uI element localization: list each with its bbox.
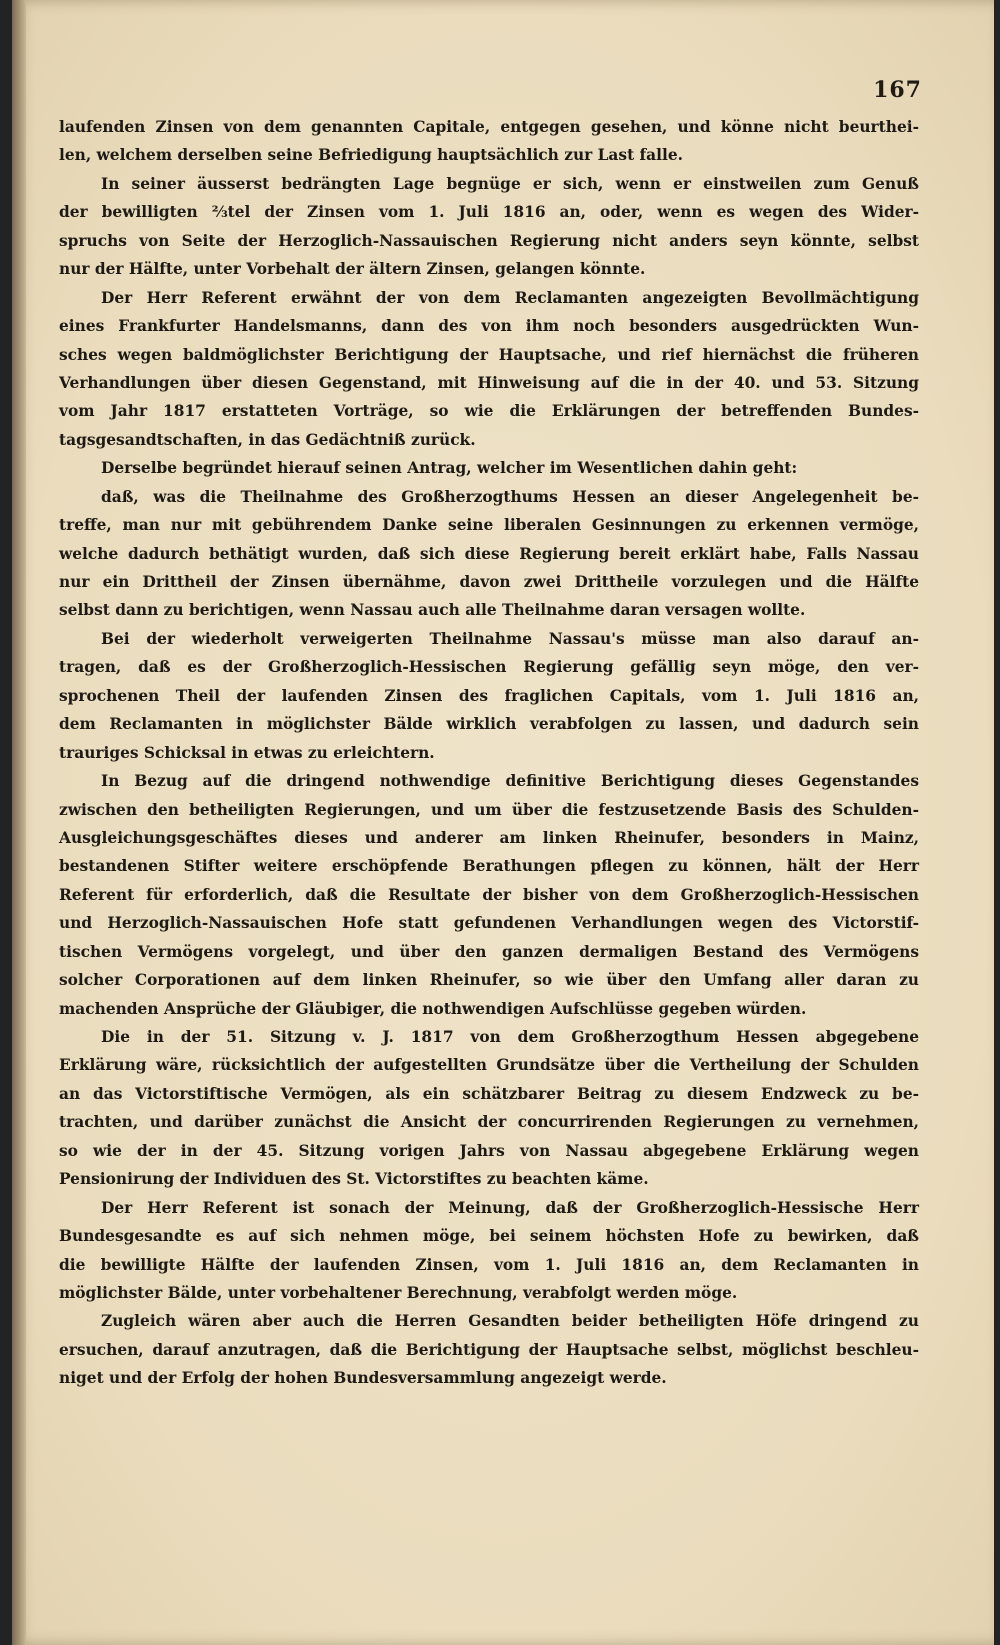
- text-line: und Herzoglich-Nassauischen Hofe statt gefundenen Verhandlungen wegen des Victorstif-: [59, 914, 919, 933]
- page-gutter: [12, 0, 26, 1645]
- text-line: eines Frankfurter Handelsmanns, dann des von ihm noch besonders ausgedrückten Wun-: [59, 317, 919, 336]
- text-line: trachten, und darüber zunächst die Ansicht der concurrirenden Regierungen zu vernehmen,: [59, 1113, 919, 1132]
- book-page: [12, 0, 994, 1645]
- text-line: Derselbe begründet hierauf seinen Antrag, welcher im Wesentlichen dahin geht:: [101, 459, 798, 478]
- text-line: laufenden Zinsen von dem genannten Capitale, entgegen gesehen, und könne nicht beurthei-: [59, 118, 919, 136]
- text-line: Erklärung wäre, rücksichtlich der aufgestellten Grundsätze über die Vertheilung der Schulden: [59, 1056, 919, 1075]
- text-line: tragen, daß es der Großherzoglich-Hessischen Regierung gefällig seyn möge, den ver-: [59, 658, 919, 677]
- text-line: Referent für erforderlich, daß die Resultate der bisher von dem Großherzoglich-Hessischen: [59, 885, 919, 904]
- text-line: Pensionirung der Individuen des St. Victorstiftes zu beachten käme.: [59, 1170, 649, 1189]
- text-line: Die in der 51. Sitzung v. J. 1817 von dem Großherzogthum Hessen abgegebene: [101, 1028, 919, 1046]
- text-line: selbst dann zu berichtigen, wenn Nassau auch alle Theilnahme daran versagen wollte.: [59, 601, 806, 620]
- text-line: machenden Ansprüche der Gläubiger, die nothwendigen Aufschlüsse gegeben würden.: [59, 999, 807, 1018]
- text-line: Verhandlungen über diesen Gegenstand, mit Hinweisung auf die in der 40. und 53. Sitzung: [59, 373, 919, 392]
- text-line: zwischen den betheiligten Regierungen, und um über die festzusetzende Basis des Schulden-: [59, 800, 919, 819]
- text-line: Zugleich wären aber auch die Herren Gesandten beider betheiligten Höfe dringend zu: [101, 1312, 919, 1331]
- text-line: möglichster Bälde, unter vorbehaltener Berechnung, verabfolgt werden möge.: [59, 1283, 738, 1302]
- text-line: die bewilligte Hälfte der laufenden Zinsen, vom 1. Juli 1816 an, dem Reclamanten in: [59, 1255, 919, 1274]
- text-line: so wie der in der 45. Sitzung vorigen Jahrs von Nassau abgegebene Erklärung wegen: [59, 1141, 919, 1160]
- text-line: Bei der wiederholt verweigerten Theilnahme Nassau's müsse man also darauf an-: [101, 629, 919, 648]
- text-line: Ausgleichungsgeschäftes dieses und anderer am linken Rheinufer, besonders in Mainz,: [59, 828, 919, 847]
- text-line: treffe, man nur mit gebührendem Danke seine liberalen Gesinnungen zu erkennen vermöge,: [59, 516, 919, 535]
- page-number: 167: [873, 77, 922, 103]
- text-line: spruchs von Seite der Herzoglich-Nassauischen Regierung nicht anders seyn könnte, selbst: [59, 231, 919, 250]
- text-line: ersuchen, darauf anzutragen, daß die Berichtigung der Hauptsache selbst, möglichst beschleu-: [59, 1340, 919, 1359]
- text-line: sprochenen Theil der laufenden Zinsen des fraglichen Capitals, vom 1. Juli 1816 an,: [59, 686, 919, 705]
- text-line: welche dadurch bethätigt wurden, daß sich diese Regierung bereit erklärt habe, Falls Nassau: [59, 544, 919, 563]
- text-line: niget und der Erfolg der hohen Bundesversammlung angezeigt werde.: [59, 1369, 667, 1388]
- text-line: an das Victorstiftische Vermögen, als ein schätzbarer Beitrag zu diesem Endzweck zu be-: [59, 1084, 919, 1103]
- text-line: nur ein Drittheil der Zinsen übernähme, davon zwei Drittheile vorzulegen und die Hälfte: [59, 573, 919, 591]
- text-line: In Bezug auf die dringend nothwendige definitive Berichtigung dieses Gegenstandes: [101, 772, 919, 791]
- body-text: [59, 113, 919, 1393]
- text-line: trauriges Schicksal in etwas zu erleichtern.: [59, 743, 435, 762]
- text-line: daß, was die Theilnahme des Großherzogthums Hessen an dieser Angelegenheit be-: [101, 487, 919, 506]
- text-line: vom Jahr 1817 erstatteten Vorträge, so wie die Erklärungen der betreffenden Bundes-: [59, 402, 919, 421]
- text-line: In seiner äusserst bedrängten Lage begnüge er sich, wenn er einstweilen zum Genuß: [101, 174, 919, 193]
- text-line: der bewilligten ⅔tel der Zinsen vom 1. Juli 1816 an, oder, wenn es wegen des Wider-: [59, 203, 919, 222]
- text-line: nur der Hälfte, unter Vorbehalt der ältern Zinsen, gelangen könnte.: [59, 260, 646, 279]
- text-line: tischen Vermögens vorgelegt, und über den ganzen dermaligen Bestand des Vermögens: [59, 942, 919, 961]
- text-line: tagsgesandtschaften, in das Gedächtniß zurück.: [59, 430, 476, 449]
- text-line: bestandenen Stifter weitere erschöpfende Berathungen pflegen zu können, hält der Herr: [59, 857, 919, 876]
- text-line: Bundesgesandte es auf sich nehmen möge, bei seinem höchsten Hofe zu bewirken, daß: [59, 1227, 919, 1246]
- text-line: dem Reclamanten in möglichster Bälde wirklich verabfolgen zu lassen, und dadurch sein: [59, 715, 919, 734]
- text-line: sches wegen baldmöglichster Berichtigung der Hauptsache, und rief hiernächst die früheren: [59, 345, 919, 364]
- text-line: Der Herr Referent ist sonach der Meinung, daß der Großherzoglich-Hessische Herr: [101, 1198, 919, 1217]
- text-line: Der Herr Referent erwähnt der von dem Reclamanten angezeigten Bevollmächtigung: [101, 288, 919, 307]
- text-line: solcher Corporationen auf dem linken Rheinufer, so wie über den Umfang aller daran zu: [59, 971, 919, 990]
- text-line: len, welchem derselben seine Befriedigung hauptsächlich zur Last falle.: [59, 146, 683, 165]
